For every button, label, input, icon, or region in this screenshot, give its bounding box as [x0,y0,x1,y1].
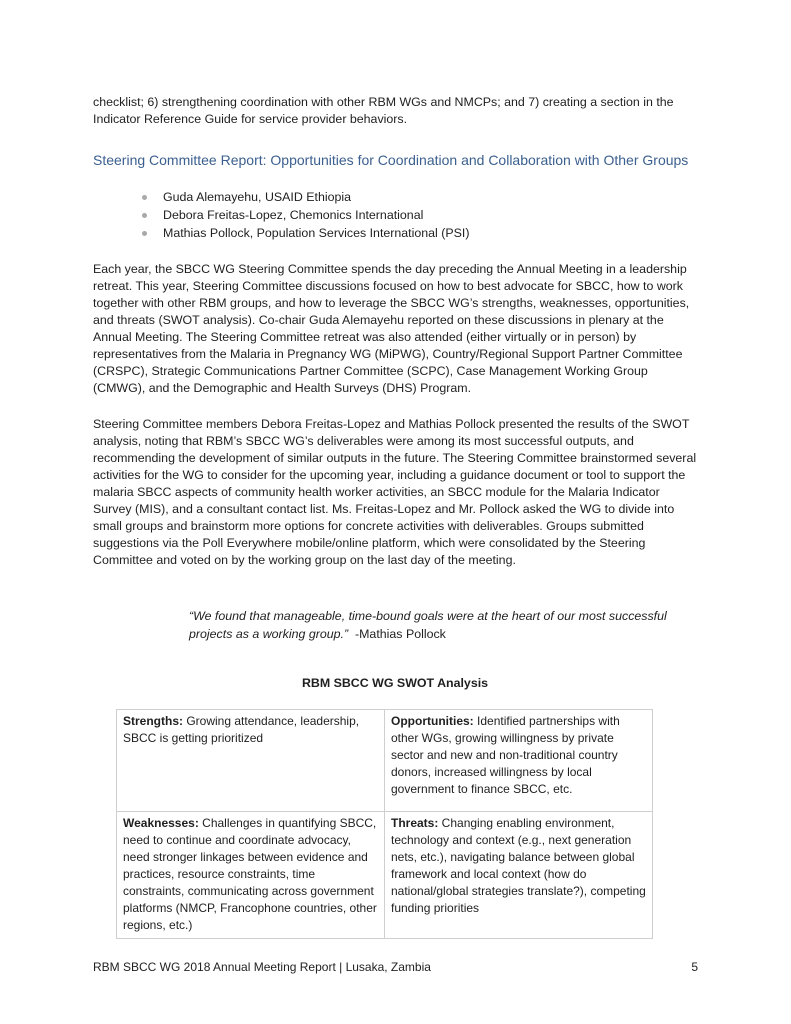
page-footer [93,960,698,974]
strengths-text: Growing attendance, leadership, SBCC is getting prioritized [123,714,360,745]
section-heading: Steering Committee Report: Opportunities for Coordination and Collaboration with Other Groups [93,152,689,168]
weaknesses-label: Weaknesses: [123,816,199,830]
table-caption: RBM SBCC WG SWOT Analysis [301,676,489,690]
intro-paragraph: checklist; 6) strengthening coordination with other RBM WGs and NMCPs; and 7) creating a section in the Indicator Reference Guide for service provider behaviors. [93,95,674,126]
body-paragraph-swot: Steering Committee members Debora Freitas-Lopez and Mathias Pollock presented the results of the SWOT analysis, noting that RBM’s SBCC WG’s deliverables were among its most successful outputs, and recommending the development of similar outputs in the future. The Steering Committee brainstormed several activities for the WG to consider for the upcoming year, including a guidance document or tool to support the malaria SBCC aspects of community health worker activities, an SBCC module for the Malaria Indicator Survey (MIS), and a consultant contact list. Ms. Freitas-Lopez and Mr. Pollock asked the WG to divide into small groups and brainstorm more options for concrete activities with deliverables. Groups submitted suggestions via the Poll Everywhere mobile/online platform, which were consolidated by the Steering Committee and voted on by the working group on the last day of the meeting. [93,417,697,567]
table-row [117,812,653,939]
bullet-icon [142,213,147,218]
quote-attribution: -Mathias Pollock [354,627,446,641]
presenter-list [140,188,469,242]
opportunities-label: Opportunities: [391,714,474,728]
list-item [140,188,469,206]
pull-quote [189,607,699,643]
list-item [140,224,469,242]
quote-text: “We found that manageable, time-bound goals were at the heart of our most successful projects as a working group.” [189,609,667,641]
body-paragraph-retreat: Each year, the SBCC WG Steering Committee spends the day preceding the Annual Meeting in a leadership retreat. This year, Steering Committee discussions focused on how to best advocate for SBCC, how to work together with other RBM groups, and how to leverage the SBCC WG’s strengths, weaknesses, opportunities, and threats (SWOT analysis). Co-chair Guda Alemayehu reported on these discussions in plenary at the Annual Meeting. The Steering Committee retreat was also attended (either virtually or in person) by representatives from the Malaria in Pregnancy WG (MiPWG), Country/Regional Support Partner Committee (CRSPC), Strategic Communications Partner Committee (SCPC), Case Management Working Group (CMWG), and the Demographic and Health Surveys (DHS) Program. [93,262,690,395]
threats-label: Threats: [391,816,439,830]
table-row [117,710,653,812]
page-number: 5 [691,960,698,974]
bullet-icon [142,195,147,200]
strengths-label: Strengths: [123,714,183,728]
bullet-icon [142,231,147,236]
strengths-cell [117,710,385,812]
presenter-name: Mathias Pollock, Population Services International (PSI) [163,226,470,240]
presenter-name: Guda Alemayehu, USAID Ethiopia [163,190,352,204]
swot-table [116,709,653,939]
opportunities-text: Identified partnerships with other WGs, growing willingness by private sector and new and non-traditional country donors, increased willingness by local government to finance SBCC, etc. [391,714,620,796]
opportunities-cell [385,710,653,812]
presenter-name: Debora Freitas-Lopez, Chemonics International [163,208,424,222]
list-item [140,206,469,224]
threats-text: Changing enabling environment, technology and context (e.g., next generation nets, etc.), navigating balance between global framework and local context (how do national/global strategies translate?), competing funding priorities [391,816,646,915]
weaknesses-text: Challenges in quantifying SBCC, need to continue and coordinate advocacy, need stronger linkages between evidence and practices, resource constraints, time constraints, communicating across government platforms (NMCP, Francophone countries, other regions, etc.) [123,816,377,932]
threats-cell [385,812,653,939]
footer-title: RBM SBCC WG 2018 Annual Meeting Report | Lusaka, Zambia [93,960,431,974]
weaknesses-cell [117,812,385,939]
